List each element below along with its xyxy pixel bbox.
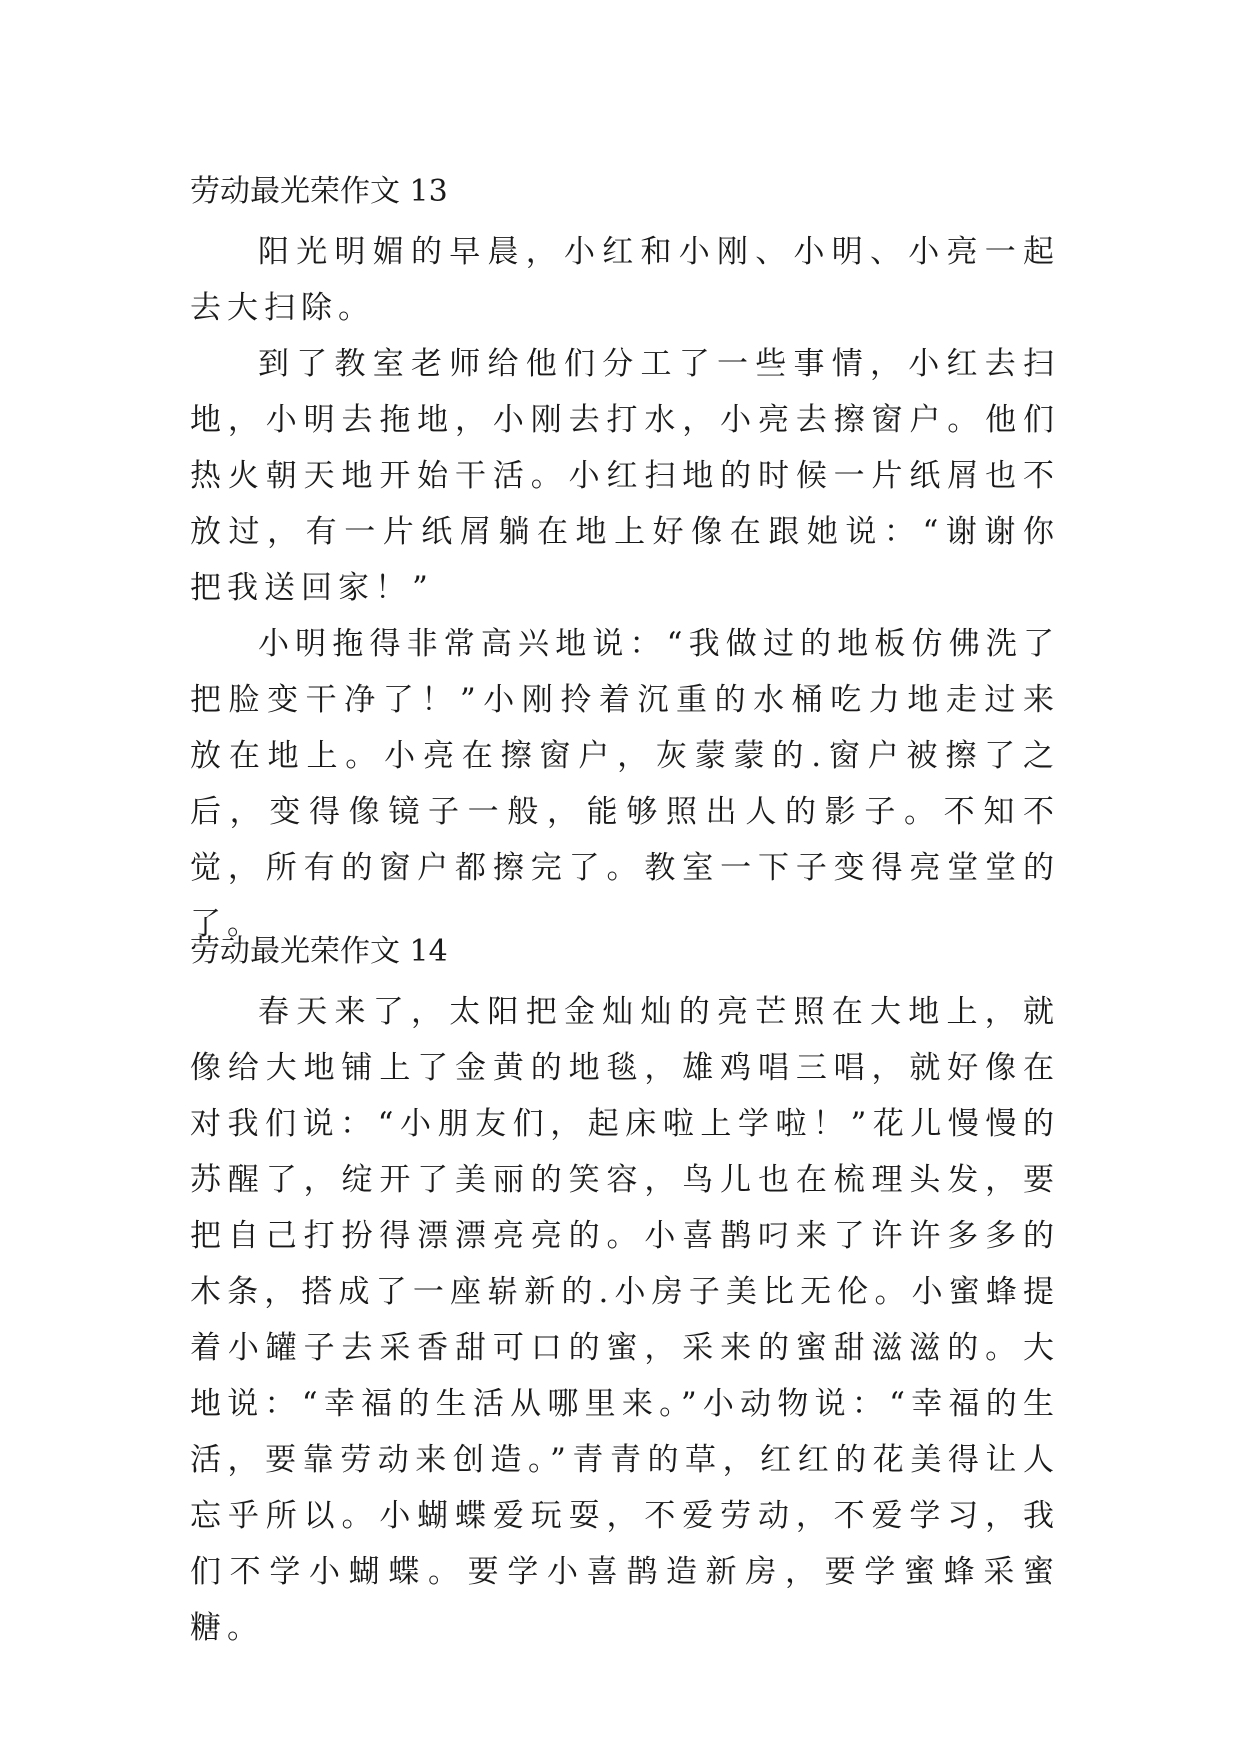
essay-paragraph: 春天来了，太阳把金灿灿的亮芒照在大地上，就像给大地铺上了金黄的地毯，雄鸡唱三唱，就好像在对我们说：“小朋友们，起床啦上学啦！”花儿慢慢的苏醒了，绽开了美丽的笑容，鸟儿也在梳理头发，要把自己打扮得漂漂亮亮的。小喜鹊叼来了许许多多的木条，搭成了一座崭新的.小房子美比无伦。小蜜蜂提着小罐子去采香甜可口的蜜，采来的蜜甜滋滋的。大地说：“幸福的生活从哪里来。”小动物说：“幸福的生活，要靠劳动来创造。”青青的草，红红的花美得让人忘乎所以。小蝴蝶爱玩耍，不爱劳动，不爱学习，我们不学小蝴蝶。要学小喜鹊造新房，要学蜜蜂采蜜糖。 — [190, 994, 1060, 1646]
essay-title: 劳动最光荣作文 14 — [190, 934, 448, 969]
essay-paragraph: 小明拖得非常高兴地说：“我做过的地板仿佛洗了把脸变干净了！”小刚拎着沉重的水桶吃力地走过来放在地上。小亮在擦窗户，灰蒙蒙的.窗户被擦了之后，变得像镜子一般，能够照出人的影子。不知不觉，所有的窗户都擦完了。教室一下子变得亮堂堂的了。 — [190, 626, 1060, 942]
essay-paragraph: 到了教室老师给他们分工了一些事情，小红去扫地，小明去拖地，小刚去打水，小亮去擦窗户。他们热火朝天地开始干活。小红扫地的时候一片纸屑也不放过，有一片纸屑躺在地上好像在跟她说：“谢谢你把我送回家！” — [190, 346, 1060, 606]
essay-13-section — [190, 160, 1060, 952]
essay-paragraph: 阳光明媚的早晨，小红和小刚、小明、小亮一起去大扫除。 — [190, 234, 1060, 326]
essay-14-section — [190, 920, 1060, 1656]
essay-title: 劳动最光荣作文 13 — [190, 174, 448, 209]
